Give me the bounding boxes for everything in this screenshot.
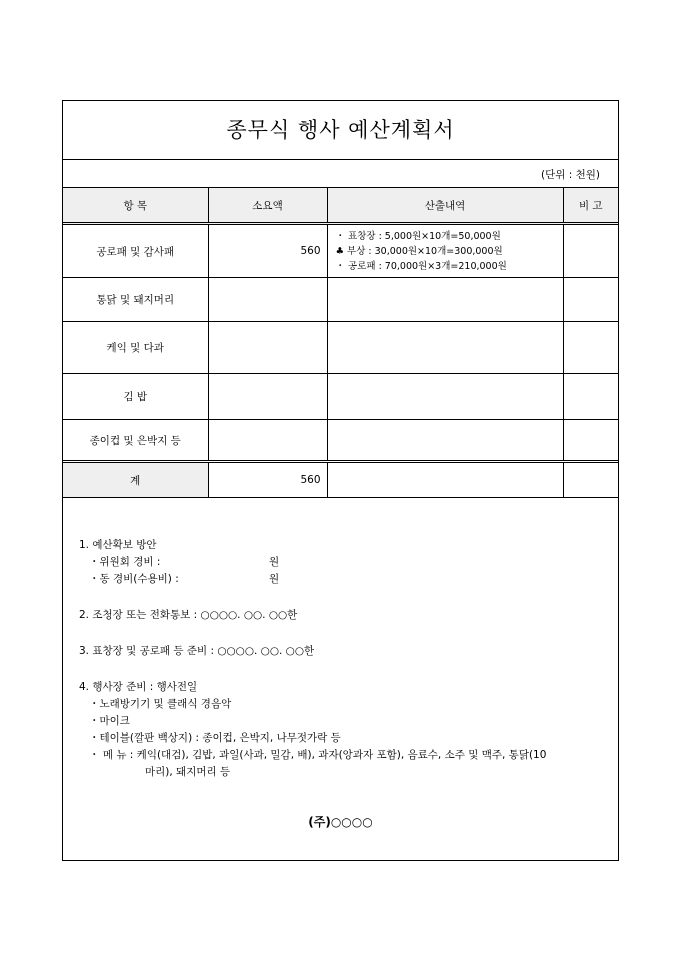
row-item: 케익 및 다과: [63, 322, 208, 374]
list-item-menu: ・ 메 뉴 : 케익(대검), 김밥, 과일(사과, 밀감, 배), 과자(앙과자 포함), 음료수, 소주 및 맥주, 통닭(10: [89, 749, 547, 761]
row-item: 종이컵 및 은박지 등: [63, 420, 208, 462]
list-item-menu-cont: 마리), 돼지머리 등: [145, 766, 231, 778]
row-item: 공로패 및 감사패: [63, 224, 208, 278]
document-title: 종무식 행사 예산계획서: [63, 101, 618, 160]
row-details: [327, 224, 563, 278]
table-row: [63, 322, 618, 374]
row-details: [327, 374, 563, 420]
row-note: [563, 224, 618, 278]
detail-line: ・ 표창장 : 5,000원×10개=50,000원: [335, 230, 501, 242]
header-details: 산출내역: [327, 188, 563, 224]
detail-line: ♣ 부상 : 30,000원×10개=300,000원: [335, 245, 503, 257]
note-heading: 1. 예산확보 방안: [79, 539, 157, 551]
list-item: ・노래방기기 및 클래식 경음악: [89, 698, 232, 710]
note-label: ・위원회 경비 :: [89, 556, 161, 568]
notes-section: [79, 537, 614, 800]
note-budget-source: [79, 537, 614, 588]
budget-table: [63, 187, 618, 498]
table-header-row: [63, 188, 618, 224]
list-item: ・마이크: [89, 715, 130, 727]
row-amount: [208, 322, 327, 374]
total-label: 계: [63, 462, 208, 498]
table-row: [63, 278, 618, 322]
total-details: [327, 462, 563, 498]
note-label: ・동 경비(수용비) :: [89, 573, 179, 585]
note-venue-prep: [79, 679, 614, 781]
note-line: [79, 571, 614, 588]
row-item: 김 밥: [63, 374, 208, 420]
note-notification: 2. 조청장 또는 전화통보 : ○○○○. ○○. ○○한: [79, 609, 298, 621]
header-note: 비 고: [563, 188, 618, 224]
header-item: 항 목: [63, 188, 208, 224]
total-note: [563, 462, 618, 498]
row-details: [327, 322, 563, 374]
total-row: [63, 462, 618, 498]
row-amount: [208, 374, 327, 420]
total-amount: 560: [208, 462, 327, 498]
company-name: (주)○○○○: [308, 815, 373, 829]
detail-line: ・ 공로패 : 70,000원×3개=210,000원: [335, 260, 507, 272]
unit-note: (단위 : 천원): [541, 169, 600, 181]
header-amount: 소요액: [208, 188, 327, 224]
row-amount: [208, 420, 327, 462]
note-line: [79, 554, 614, 571]
note-heading: 4. 행사장 준비 : 행사전일: [79, 681, 198, 693]
note-unit: 원: [269, 573, 280, 585]
row-note: [563, 278, 618, 322]
row-note: [563, 374, 618, 420]
row-details: [327, 420, 563, 462]
table-row: [63, 374, 618, 420]
row-details: [327, 278, 563, 322]
row-item: 통닭 및 돼지머리: [63, 278, 208, 322]
row-amount: [208, 278, 327, 322]
document-frame: [62, 100, 619, 861]
note-unit: 원: [269, 556, 280, 568]
row-note: [563, 322, 618, 374]
note-award-prep: 3. 표창장 및 공로패 등 준비 : ○○○○. ○○. ○○한: [79, 645, 315, 657]
table-row: [63, 224, 618, 278]
table-row: [63, 420, 618, 462]
row-amount: 560: [208, 224, 327, 278]
list-item: ・테이블(깔판 백상지) : 종이컵, 은박지, 나무젓가락 등: [89, 732, 341, 744]
row-note: [563, 420, 618, 462]
